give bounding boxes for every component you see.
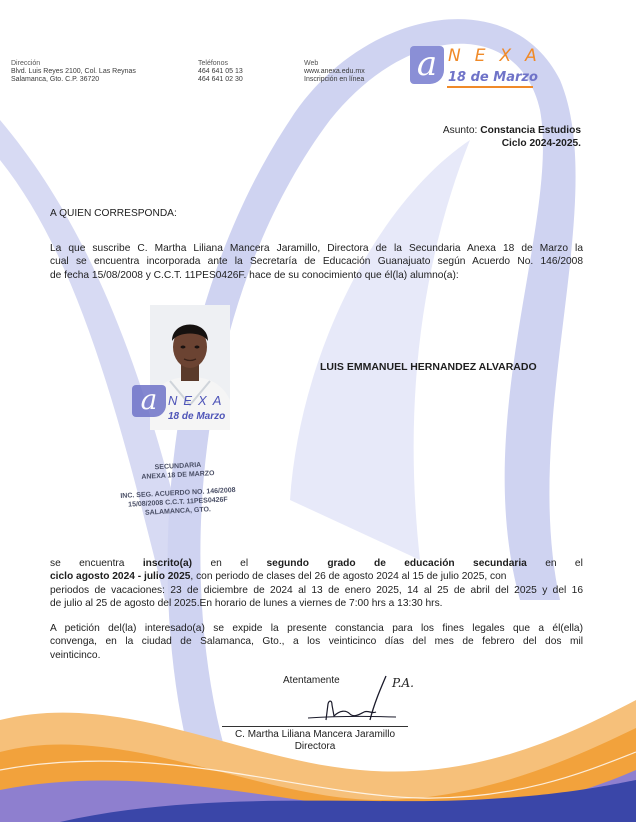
petition-line-2: convenga, en la ciudad de Salamanca, Gto., a los veinticinco días del mes de febrero del dos mil: [50, 636, 583, 648]
enroll-word: el: [574, 558, 583, 569]
web-block: [304, 60, 365, 84]
enrollment-line-3: periodos de vacaciones: 23 de diciembre de 2024 al 13 de enero 2025, 14 al 25 de abril del 2025 y del 16: [50, 584, 583, 596]
phone-line-1: 464 641 05 13: [198, 68, 243, 75]
petition-paragraph: [50, 622, 583, 662]
signature-rule: [222, 726, 408, 727]
subject-cycle: Ciclo 2024-2025.: [501, 138, 581, 150]
stamp-line-4: 15/08/2008 C.C.T. 11PES0426F: [128, 496, 228, 509]
logo-letter: a: [410, 46, 444, 84]
enroll-word: secundaria: [473, 558, 527, 569]
enrollment-line-1: [50, 557, 583, 570]
salutation: A QUIEN CORRESPONDA:: [50, 208, 177, 219]
web-line-1[interactable]: www.anexa.edu.mx: [304, 68, 365, 75]
signer-title: Directora: [294, 741, 336, 752]
phone-line-2: 464 641 02 30: [198, 76, 243, 83]
subject-label: Asunto:: [442, 125, 478, 136]
enroll-word: se: [50, 558, 61, 569]
web-label: Web: [304, 60, 319, 67]
logo-subtitle: 18 de Marzo: [448, 70, 538, 85]
intro-line-2: cual se encuentra incorporada ante la Secretaría de Educación Guanajuato según Acuerdo No. 146/2008: [50, 256, 583, 268]
handwritten-signature: [288, 672, 398, 724]
photo-stamp-subtitle: 18 de Marzo: [168, 411, 226, 422]
address-line-2: Salamanca, Gto. C.P. 36720: [11, 76, 100, 83]
address-line-1: Blvd. Luis Reyes 2100, Col. Las Reynas: [11, 68, 136, 75]
enrollment-paragraph: [50, 557, 583, 611]
phone-block: [198, 60, 243, 84]
stamp-line-2: ANEXA 18 DE MARZO: [141, 470, 215, 481]
enrollment-line-4: de julio al 25 de agosto del 2025.En horario de lunes a viernes de 7:00 hrs a 13:30 hrs.: [50, 598, 443, 610]
phone-label: Teléfonos: [198, 60, 228, 67]
petition-line-1: A petición del(la) interesado(a) se expide la presente constancia para los fines legales que a él(ella): [50, 623, 583, 634]
subject-block: [443, 124, 581, 151]
enrollment-cycle: ciclo agosto 2024 - julio 2025: [50, 571, 191, 583]
intro-line-3: de fecha 15/08/2008 y C.C.T. 11PES0426F. hace de su conocimiento que él(la) alumno(a):: [50, 269, 459, 281]
address-label: Dirección: [11, 60, 41, 67]
photo-stamp-letter: a: [132, 385, 166, 417]
stamp-line-1: SECUNDARIA: [154, 461, 202, 472]
subject-value: Constancia Estudios: [480, 125, 581, 136]
enroll-word: educación: [404, 558, 455, 569]
petition-line-3: veinticinco.: [50, 649, 101, 661]
enroll-word: el: [240, 558, 249, 569]
photo-stamp-word: NEXA: [168, 393, 228, 408]
stamp-line-3: INC. SEG. ACUERDO NO. 146/2008: [120, 486, 236, 501]
intro-line-1: La que suscribe C. Martha Liliana Mancera Jaramillo, Directora de la Secundaria Anexa 18 de Marzo la: [50, 243, 583, 254]
enroll-word: en: [545, 558, 557, 569]
enroll-word: encuentra: [79, 558, 125, 569]
stamp-line-5: SALAMANCA, GTO.: [144, 506, 212, 517]
inner-swoosh: [290, 140, 470, 560]
address-block: [11, 60, 136, 84]
signature-initials: P.A.: [392, 676, 414, 690]
enroll-word: grado: [327, 558, 356, 569]
closing-text: Atentamente: [283, 675, 340, 686]
logo-word: NEXA: [448, 46, 551, 66]
cycle-line: [443, 137, 581, 150]
intro-paragraph: [50, 242, 583, 282]
enroll-word: en: [210, 558, 222, 569]
logo-underline: [447, 86, 533, 88]
enrollment-line-2: [50, 570, 583, 583]
enroll-word: inscrito(a): [142, 558, 193, 569]
enrollment-period: , con periodo de clases del 26 de agosto 2024 al 15 de julio 2025, con: [190, 571, 507, 583]
signer-name: C. Martha Liliana Mancera Jaramillo: [234, 729, 396, 740]
web-line-2: Inscripción en línea: [304, 76, 365, 83]
enroll-word: segundo: [266, 558, 309, 569]
enroll-word: de: [374, 558, 386, 569]
student-photo: [140, 305, 230, 430]
subject-line: [443, 124, 581, 137]
student-name: LUIS EMMANUEL HERNANDEZ ALVARADO: [320, 361, 537, 373]
